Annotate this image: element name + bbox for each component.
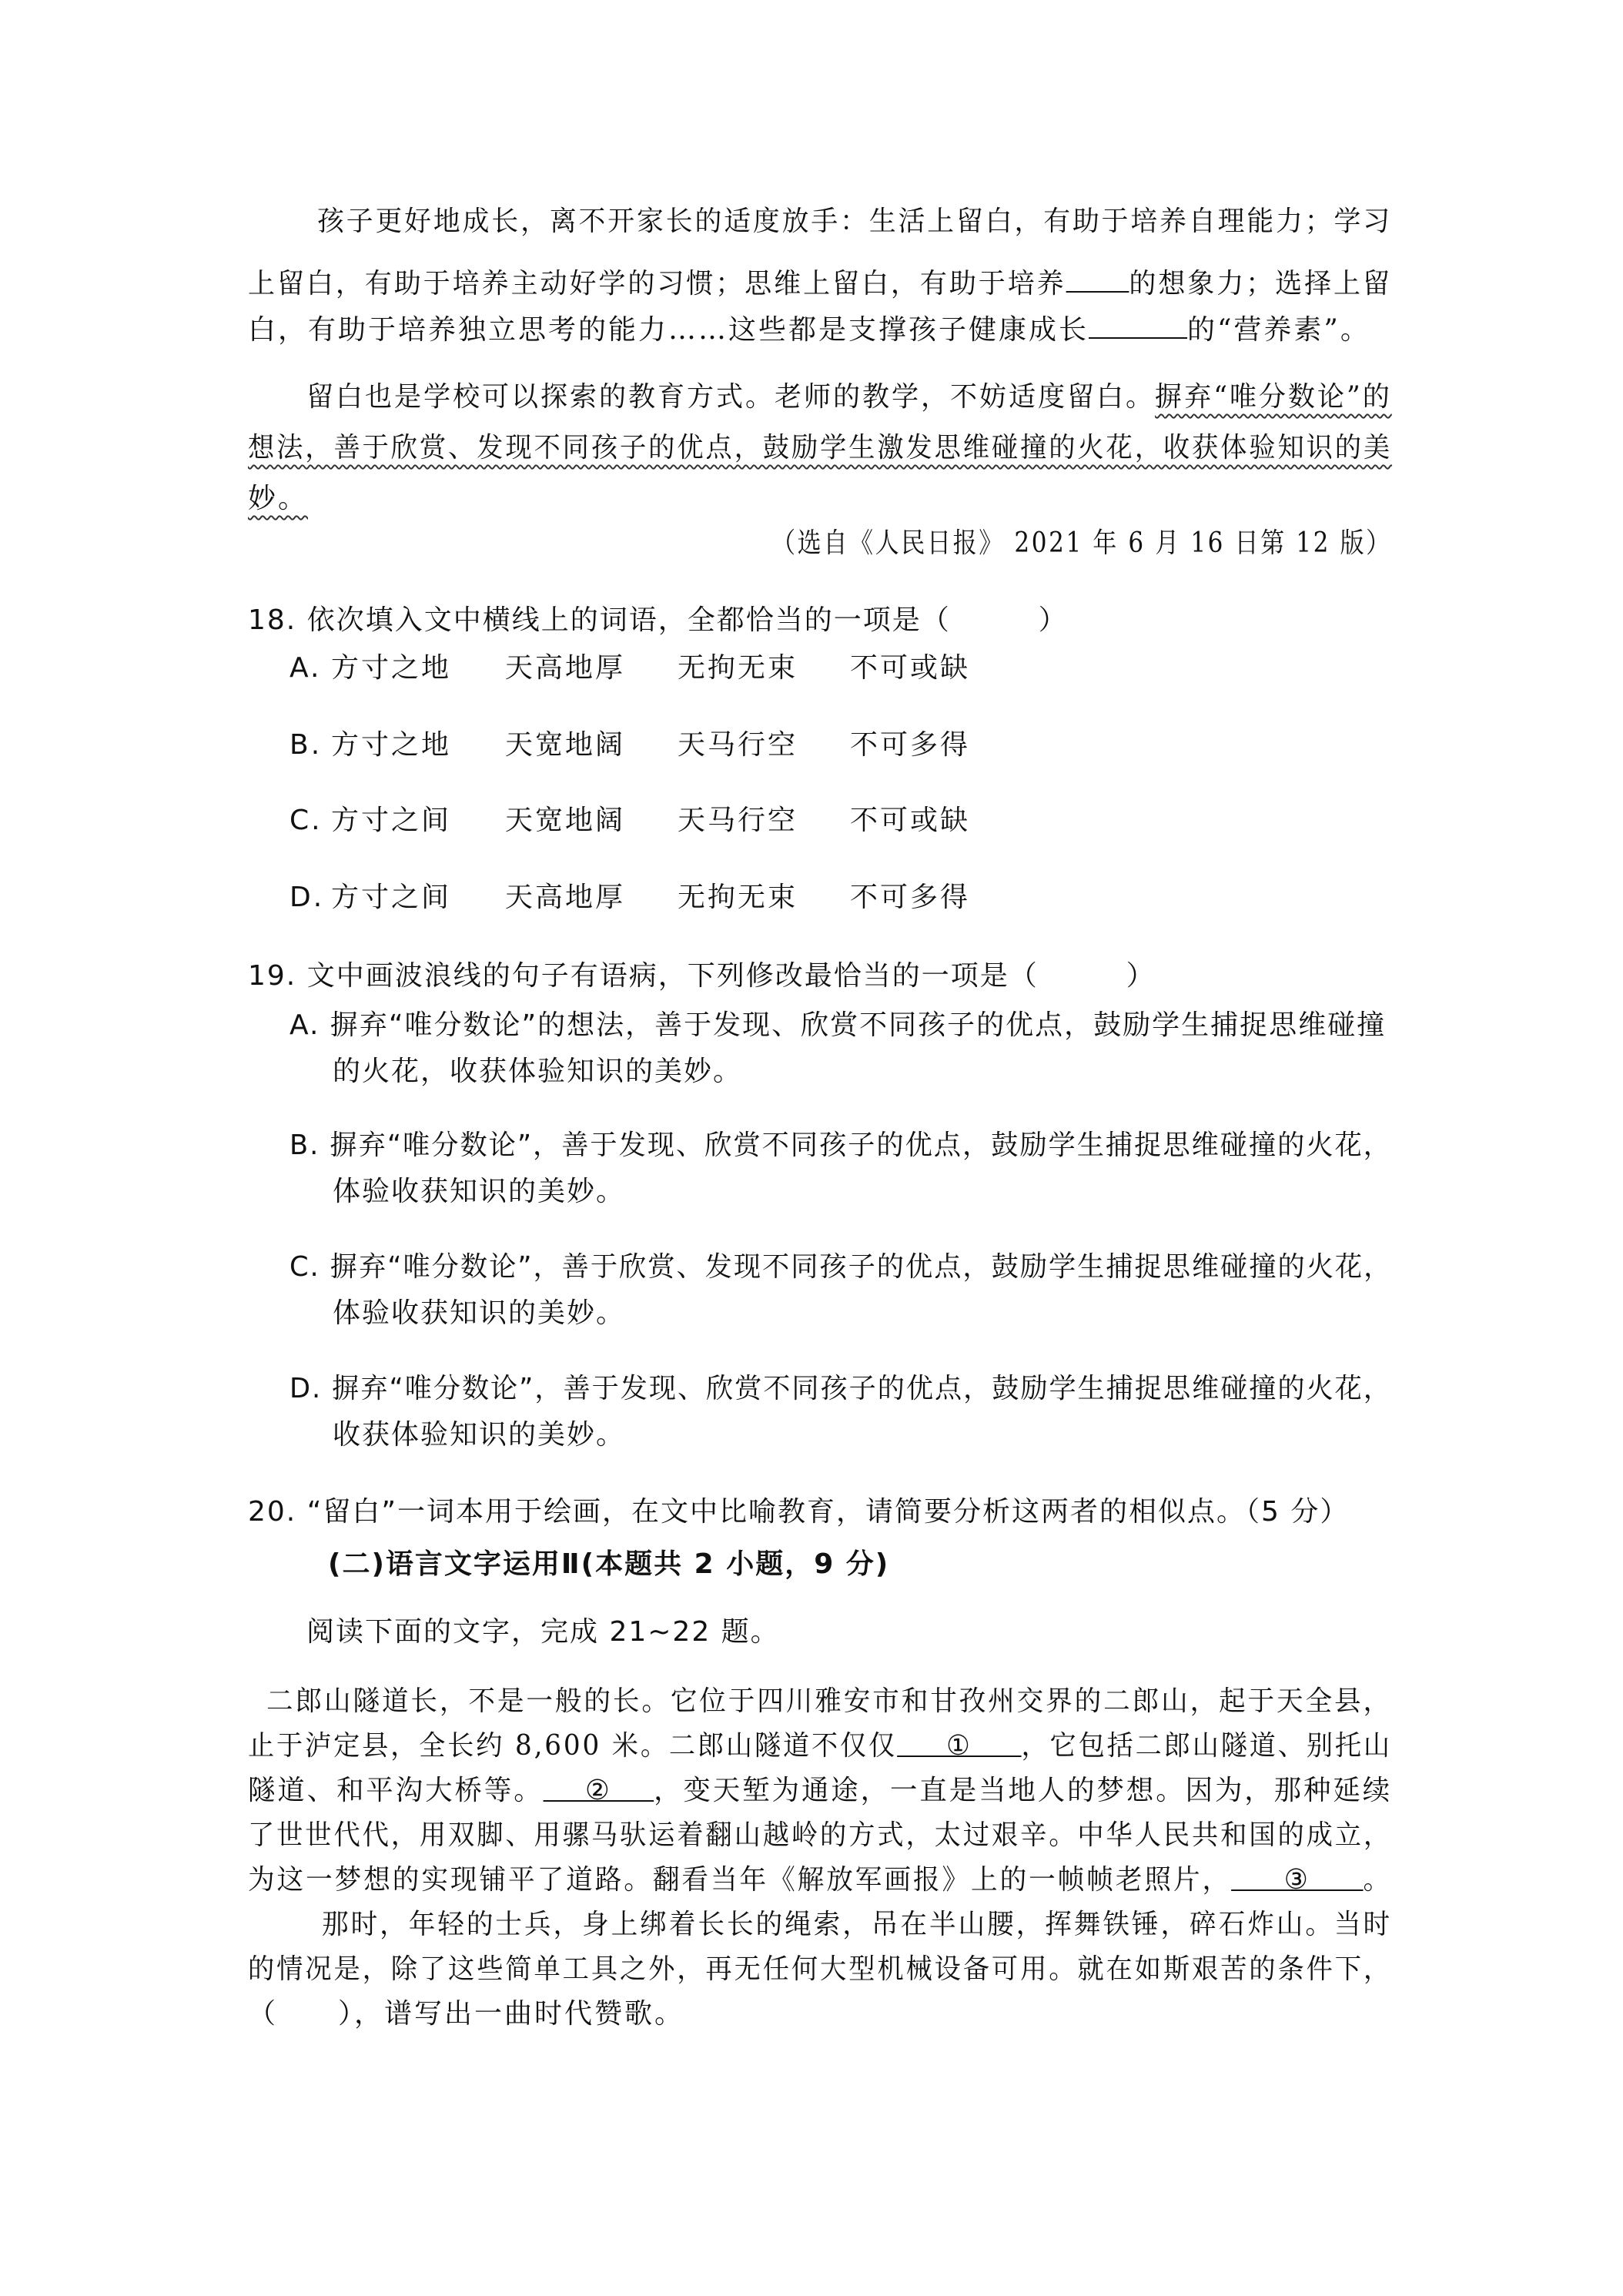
numbered-blank: ① bbox=[897, 1729, 1021, 1757]
option-word: 天宽地阔 bbox=[505, 805, 626, 836]
q19-option-c-line: 体验收获知识的美妙。 bbox=[333, 1297, 626, 1329]
passage1-text: 上留白，有助于培养主动好学的习惯；思维上留白，有助于培养 bbox=[248, 268, 1066, 300]
passage2-text: 隧道、和平沟大桥等。 bbox=[248, 1775, 544, 1806]
option-word: 方寸之地 bbox=[331, 729, 452, 761]
passage1-text: 白，有助于培养独立思考的能力……这些都是支撑孩子健康成长 bbox=[248, 314, 1089, 346]
fill-blank bbox=[1089, 311, 1187, 339]
passage2-text: 止于泸定县，全长约 8,600 米。二郎山隧道不仅仅 bbox=[248, 1730, 898, 1762]
option-word: 天高地厚 bbox=[505, 652, 626, 684]
q19-option-b-line: B. 摒弃“唯分数论”，善于发现、欣赏不同孩子的优点，鼓励学生捕捉思维碰撞的火花， bbox=[289, 1130, 1392, 1161]
option-word: 天宽地阔 bbox=[505, 729, 626, 761]
q19-option-b-line: 体验收获知识的美妙。 bbox=[333, 1176, 626, 1207]
passage2-line: 那时，年轻的士兵，身上绑着长长的绳索，吊在半山腰，挥舞铁锤，碎石炸山。当时 bbox=[322, 1909, 1393, 1940]
numbered-blank: ② bbox=[544, 1774, 654, 1802]
q19-option-c-line: C. 摒弃“唯分数论”，善于欣赏、发现不同孩子的优点，鼓励学生捕捉思维碰撞的火花， bbox=[289, 1251, 1393, 1283]
fill-blank bbox=[1066, 265, 1129, 293]
option-letter: D. bbox=[289, 882, 325, 913]
passage2-line: 了世世代代，用双脚、用骡马驮运着翻山越岭的方式，太过艰辛。中华人民共和国的成立， bbox=[248, 1819, 1393, 1851]
passage2-line: 的情况是，除了这些简单工具之外，再无任何大型机械设备可用。就在如斯艰苦的条件下， bbox=[248, 1953, 1393, 1985]
option-letter: A. bbox=[289, 652, 322, 684]
passage2-line bbox=[248, 1774, 1392, 1808]
q19-option-d-line: D. 摒弃“唯分数论”，善于发现、欣赏不同孩子的优点，鼓励学生捕捉思维碰撞的火花， bbox=[289, 1373, 1392, 1404]
option-word: 天马行空 bbox=[678, 729, 798, 761]
passage1-line bbox=[248, 265, 1392, 301]
passage1-text: 的“营养素”。 bbox=[1187, 314, 1370, 346]
passage1-line: 孩子更好地成长，离不开家长的适度放手：生活上留白，有助于培养自理能力；学习 bbox=[317, 206, 1392, 237]
option-word: 不可或缺 bbox=[850, 805, 971, 836]
passage1-line bbox=[248, 311, 1370, 347]
passage1-text: 的想象力；选择上留 bbox=[1129, 268, 1392, 300]
passage2-text: 。 bbox=[1363, 1864, 1393, 1896]
q19-option-a-line: A. 摒弃“唯分数论”的想法，善于发现、欣赏不同孩子的优点，鼓励学生捕捉思维碰撞 bbox=[289, 1009, 1387, 1041]
option-word: 方寸之地 bbox=[331, 652, 452, 684]
passage2-text: 为这一梦想的实现铺平了道路。翻看当年《解放军画报》上的一帧帧老照片， bbox=[248, 1864, 1232, 1896]
option-word: 不可多得 bbox=[850, 729, 971, 761]
q19-option-d-line: 收获体验知识的美妙。 bbox=[333, 1419, 626, 1451]
question-19-stem: 19. 文中画波浪线的句子有语病，下列修改最恰当的一项是（ ） bbox=[248, 960, 1156, 992]
section-instruction: 阅读下面的文字，完成 21~22 题。 bbox=[306, 1616, 780, 1648]
option-word: 方寸之间 bbox=[331, 882, 452, 913]
wavy-underlined-sentence: 妙。 bbox=[248, 483, 309, 514]
passage2-text: ，变天堑为通途，一直是当地人的梦想。因为，那种延续 bbox=[654, 1775, 1393, 1806]
passage2-text: ，它包括二郎山隧道、别托山 bbox=[1021, 1730, 1392, 1762]
source-citation: （选自《人民日报》 2021 年 6 月 16 日第 12 版） bbox=[771, 527, 1392, 559]
passage2-line bbox=[248, 1729, 1392, 1763]
section-heading: (二)语言文字运用Ⅱ(本题共 2 小题，9 分) bbox=[328, 1548, 890, 1580]
wavy-underlined-sentence: 摒弃“唯分数论”的 bbox=[1155, 381, 1392, 413]
wavy-underlined-sentence: 想法，善于欣赏、发现不同孩子的优点，鼓励学生激发思维碰撞的火花，收获体验知识的美 bbox=[248, 432, 1393, 464]
q19-option-a-line: 的火花，收获体验知识的美妙。 bbox=[333, 1056, 743, 1087]
question-18-stem: 18. 依次填入文中横线上的词语，全都恰当的一项是（ ） bbox=[248, 604, 1068, 636]
option-word: 天马行空 bbox=[678, 805, 798, 836]
option-letter: B. bbox=[289, 729, 323, 761]
passage1-line bbox=[248, 431, 1392, 465]
option-word: 不可或缺 bbox=[850, 652, 971, 684]
option-word: 方寸之间 bbox=[331, 805, 452, 836]
option-word: 无拘无束 bbox=[678, 882, 798, 913]
passage2-line bbox=[248, 1863, 1392, 1897]
option-word: 不可多得 bbox=[850, 882, 971, 913]
passage1-line bbox=[306, 380, 1392, 414]
option-word: 无拘无束 bbox=[678, 652, 798, 684]
passage1-text: 留白也是学校可以探索的教育方式。老师的教学，不妨适度留白。 bbox=[306, 381, 1156, 413]
passage2-line: （ ），谱写出一曲时代赞歌。 bbox=[248, 1998, 685, 2030]
numbered-blank: ③ bbox=[1231, 1863, 1363, 1891]
passage2-line: 二郎山隧道长，不是一般的长。它位于四川雅安市和甘孜州交界的二郎山，起于天全县， bbox=[266, 1685, 1393, 1717]
passage1-line bbox=[248, 482, 308, 516]
option-word: 天高地厚 bbox=[505, 882, 626, 913]
question-20-stem: 20. “留白”一词本用于绘画，在文中比喻教育，请简要分析这两者的相似点。（5 分） bbox=[248, 1496, 1350, 1528]
option-letter: C. bbox=[289, 805, 323, 836]
